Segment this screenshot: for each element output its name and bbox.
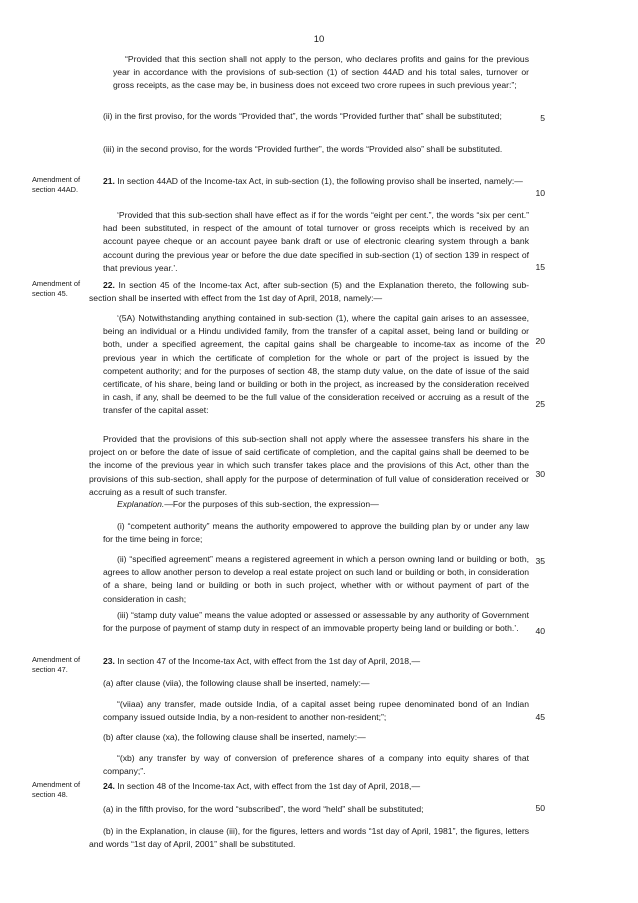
section-24-text: In section 48 of the Income-tax Act, with effect from the 1st day of April, 2018,— <box>117 781 421 791</box>
margin-note-44ad: Amendment of section 44AD. <box>32 175 81 194</box>
clause-viiaa-paragraph: “(viiaa) any transfer, made outside India, of a capital asset being rupee denominated bond of an Indian company issued outside India, by a non-resident to another non-resident;”; <box>103 699 529 723</box>
clause-iii-paragraph: (iii) in the second proviso, for the words “Provided further”, the words “Provided also” shall be substituted. <box>103 144 503 154</box>
explanation-heading: Explanation. <box>117 499 165 509</box>
line-number: 50 <box>535 803 545 813</box>
clause-ii-paragraph: (ii) in the first proviso, for the words “Provided that”, the words “Provided further that” shall be substituted; <box>103 111 502 121</box>
section-24-number: 24. <box>103 781 115 791</box>
section-23-paragraph <box>89 655 529 668</box>
clause-b-48-paragraph: (b) in the Explanation, in clause (iii), for the figures, letters and words “1st day of April, 1981”, the figures, letters and words “1st day of April, 2001” shall be substituted. <box>89 826 529 850</box>
definition-ii-paragraph: (ii) “specified agreement” means a registered agreement in which a person owning land or building or both, agrees to allow another person to develop a real estate project on such land or building or both, in consideration of a share, being land or building or both in such project, whether with or without payment of part of the consideration in cash; <box>103 554 529 604</box>
explanation-paragraph <box>103 498 529 511</box>
line-number: 25 <box>535 399 545 409</box>
margin-note-47: Amendment of section 47. <box>32 655 81 674</box>
clause-a-48-paragraph: (a) in the fifth proviso, for the word “subscribed”, the word “held” shall be substituted; <box>103 804 424 814</box>
line-number: 45 <box>535 712 545 722</box>
proviso-paragraph: “Provided that this section shall not apply to the person, who declares profits and gains for the previous year in accordance with the provisions of sub-section (1) of section 44AD and his total sales, turnover or gross receipts, as the case may be, in business does not exceed two crore rupees in such previous year:”; <box>113 54 529 91</box>
page-number: 10 <box>313 34 325 45</box>
section-21-number: 21. <box>103 176 115 186</box>
line-number: 35 <box>535 556 545 566</box>
section-23-text: In section 47 of the Income-tax Act, with effect from the 1st day of April, 2018,— <box>117 656 421 666</box>
clause-a-47-paragraph: (a) after clause (viia), the following clause shall be inserted, namely:— <box>103 678 370 688</box>
proviso-44ad-paragraph: ‘Provided that this sub-section shall have effect as if for the words “eight per cent.”, the words “six per cent.” had been substituted, in respect of the amount of total turnover or gross receipts which is received by an account payee cheque or an account payee bank draft or use of electronic clearing system through a bank account during the previous year or before the due date specified in sub-section (1) of section 139 in respect of that previous year.’. <box>103 210 529 273</box>
section-21-paragraph <box>89 175 529 188</box>
section-22-paragraph <box>89 279 529 305</box>
line-number: 5 <box>540 113 545 123</box>
line-number: 10 <box>535 188 545 198</box>
line-number: 15 <box>535 262 545 272</box>
section-22-number: 22. <box>103 280 115 290</box>
margin-note-48: Amendment of section 48. <box>32 780 81 799</box>
proviso-45-paragraph: Provided that the provisions of this sub-section shall not apply where the assessee transfers his share in the project on or before the date of issue of said certificate of completion, and the capital gains shall be deemed to be the income of the previous year in which such transfer takes place and the provisions of this Act, other than the provisions of this sub-section, shall apply for the purpose of determination of full value of consideration received or accruing as a result of such transfer. <box>89 434 529 497</box>
subsection-5a-paragraph: ‘(5A) Notwithstanding anything contained in sub-section (1), where the capital gain arises to an assessee, being an individual or a Hindu undivided family, from the transfer of a capital asset, being land or building or both, under a specified agreement, the capital gains shall be chargeable to income-tax as income of the previous year in which the certificate of completion for the whole or part of the project is issued by the competent authority; and for the purposes of section 48, the stamp duty value, on the date of issue of the said certificate, of his share, being land or building or both in the project, as increased by the consideration received in cash, if any, shall be deemed to be the full value of the consideration received or accruing as a result of the transfer of the capital asset: <box>103 313 529 416</box>
section-22-text: In section 45 of the Income-tax Act, after sub-section (5) and the Explanation thereto, the following sub-section shall be inserted with effect from the 1st day of April, 2018, namely:— <box>89 280 530 304</box>
section-21-text: In section 44AD of the Income-tax Act, in sub-section (1), the following proviso shall be inserted, namely:— <box>117 176 523 186</box>
definition-iii-paragraph: (iii) “stamp duty value” means the value adopted or assessed or assessable by any authority of Government for the purpose of payment of stamp duty in respect of an immovable property being land or building or both.’. <box>103 610 529 634</box>
section-24-paragraph <box>89 780 529 793</box>
clause-xb-paragraph: “(xb) any transfer by way of conversion of preference shares of a company into equity shares of that company;”. <box>103 753 529 777</box>
line-number: 40 <box>535 626 545 636</box>
explanation-text: —For the purposes of this sub-section, the expression— <box>164 499 379 509</box>
section-23-number: 23. <box>103 656 115 666</box>
margin-note-45: Amendment of section 45. <box>32 279 81 298</box>
line-number: 30 <box>535 469 545 479</box>
clause-b-47-paragraph: (b) after clause (xa), the following clause shall be inserted, namely:— <box>103 732 366 742</box>
definition-i-paragraph: (i) “competent authority” means the authority empowered to approve the building plan by or under any law for the time being in force; <box>103 521 529 545</box>
line-number: 20 <box>535 336 545 346</box>
